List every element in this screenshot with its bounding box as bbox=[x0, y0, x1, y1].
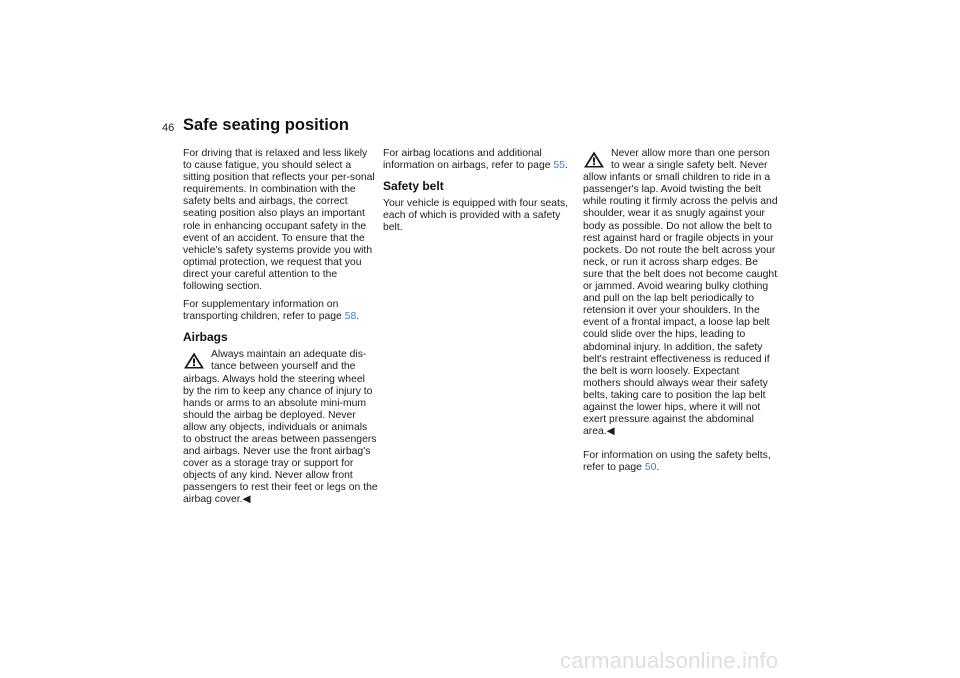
warning-triangle-icon bbox=[583, 150, 605, 169]
airbags-heading: Airbags bbox=[183, 330, 228, 345]
safety-belt-paragraph: Your vehicle is equipped with four seats, each of which is provided with a safety belt. bbox=[383, 198, 569, 234]
belt-warning-paragraph bbox=[583, 148, 778, 438]
page-number: 46 bbox=[162, 122, 175, 134]
supplementary-info-text: For supplementary information on transporting children, refer to page bbox=[183, 299, 345, 323]
page-link-58[interactable]: 58 bbox=[344, 311, 357, 323]
intro-paragraph: For driving that is relaxed and less likely to cause fatigue, you should select a sitting position that reflects your per-sonal requirements. In combination with the safety belts and airbags, the correct seating position also plays an important role in enhancing occupant safety in the event of an accident. To ensure that the vehicle's safety systems provide you with optimal protection, we request that you direct your careful attention to the following section. bbox=[183, 148, 375, 293]
belt-warning-text: Never allow more than one person to wear a single safety belt. Never allow infants or small children to ride in a passenger's lap. Avoid twisting the belt while routing it firmly across the pelvis and shoulder, wear it as snugly against your body as possible. Do not allow the belt to rest against hard or fragile objects in your pockets. Do not route the belt across your neck, or run it across sharp edges. Be sure that the belt does not become caught or jammed. Avoid wearing bulky clothing and pull on the lap belt periodically to retension it over your shoulders. In the event of a frontal impact, a loose lap belt could slide over the hips, leading to abdominal injury. In addition, the safety belt's restraint effectiveness is reduced if the belt is worn loosely. Expectant mothers should always wear their safety belts, taking care to position the lap belt against the lower hips, where it will not exert pressure against the abdominal area.◀ bbox=[583, 148, 778, 438]
page-link-55[interactable]: 55 bbox=[553, 160, 565, 172]
supplementary-info-end: . bbox=[356, 311, 360, 323]
page-title: Safe seating position bbox=[183, 116, 349, 134]
airbags-warning-text: Always maintain an adequate dis-tance between yourself and the airbags. Always hold the steering wheel by the rim to keep any chance of injury to hands or arms to an absolute mini-mum should the airbag be deployed. Never allow any objects, individuals or animals to obstruct the areas between passengers and airbags. Never use the front airbag's cover as a storage tray or support for objects of any kind. Never allow front passengers to rest their feet or legs on the airbag cover.◀ bbox=[183, 349, 378, 506]
safety-belt-heading: Safety belt bbox=[383, 179, 444, 194]
column-right bbox=[583, 148, 778, 480]
airbag-info-paragraph bbox=[383, 148, 578, 172]
column-middle bbox=[383, 148, 578, 240]
airbags-warning-paragraph bbox=[183, 349, 378, 506]
column-left bbox=[183, 148, 378, 513]
warning-triangle-icon bbox=[183, 351, 205, 370]
belt-usage-text: For information on using the safety belts, refer to page bbox=[583, 450, 771, 474]
watermark: carmanualsonline.info bbox=[560, 648, 779, 673]
airbag-info-text: For airbag locations and additional information on airbags, refer to page bbox=[383, 148, 554, 172]
belt-usage-end: . bbox=[656, 462, 660, 474]
airbag-info-end: . bbox=[564, 160, 568, 172]
supplementary-info-paragraph bbox=[183, 299, 378, 323]
belt-usage-paragraph bbox=[583, 450, 778, 474]
page-link-50[interactable]: 50 bbox=[644, 462, 657, 474]
